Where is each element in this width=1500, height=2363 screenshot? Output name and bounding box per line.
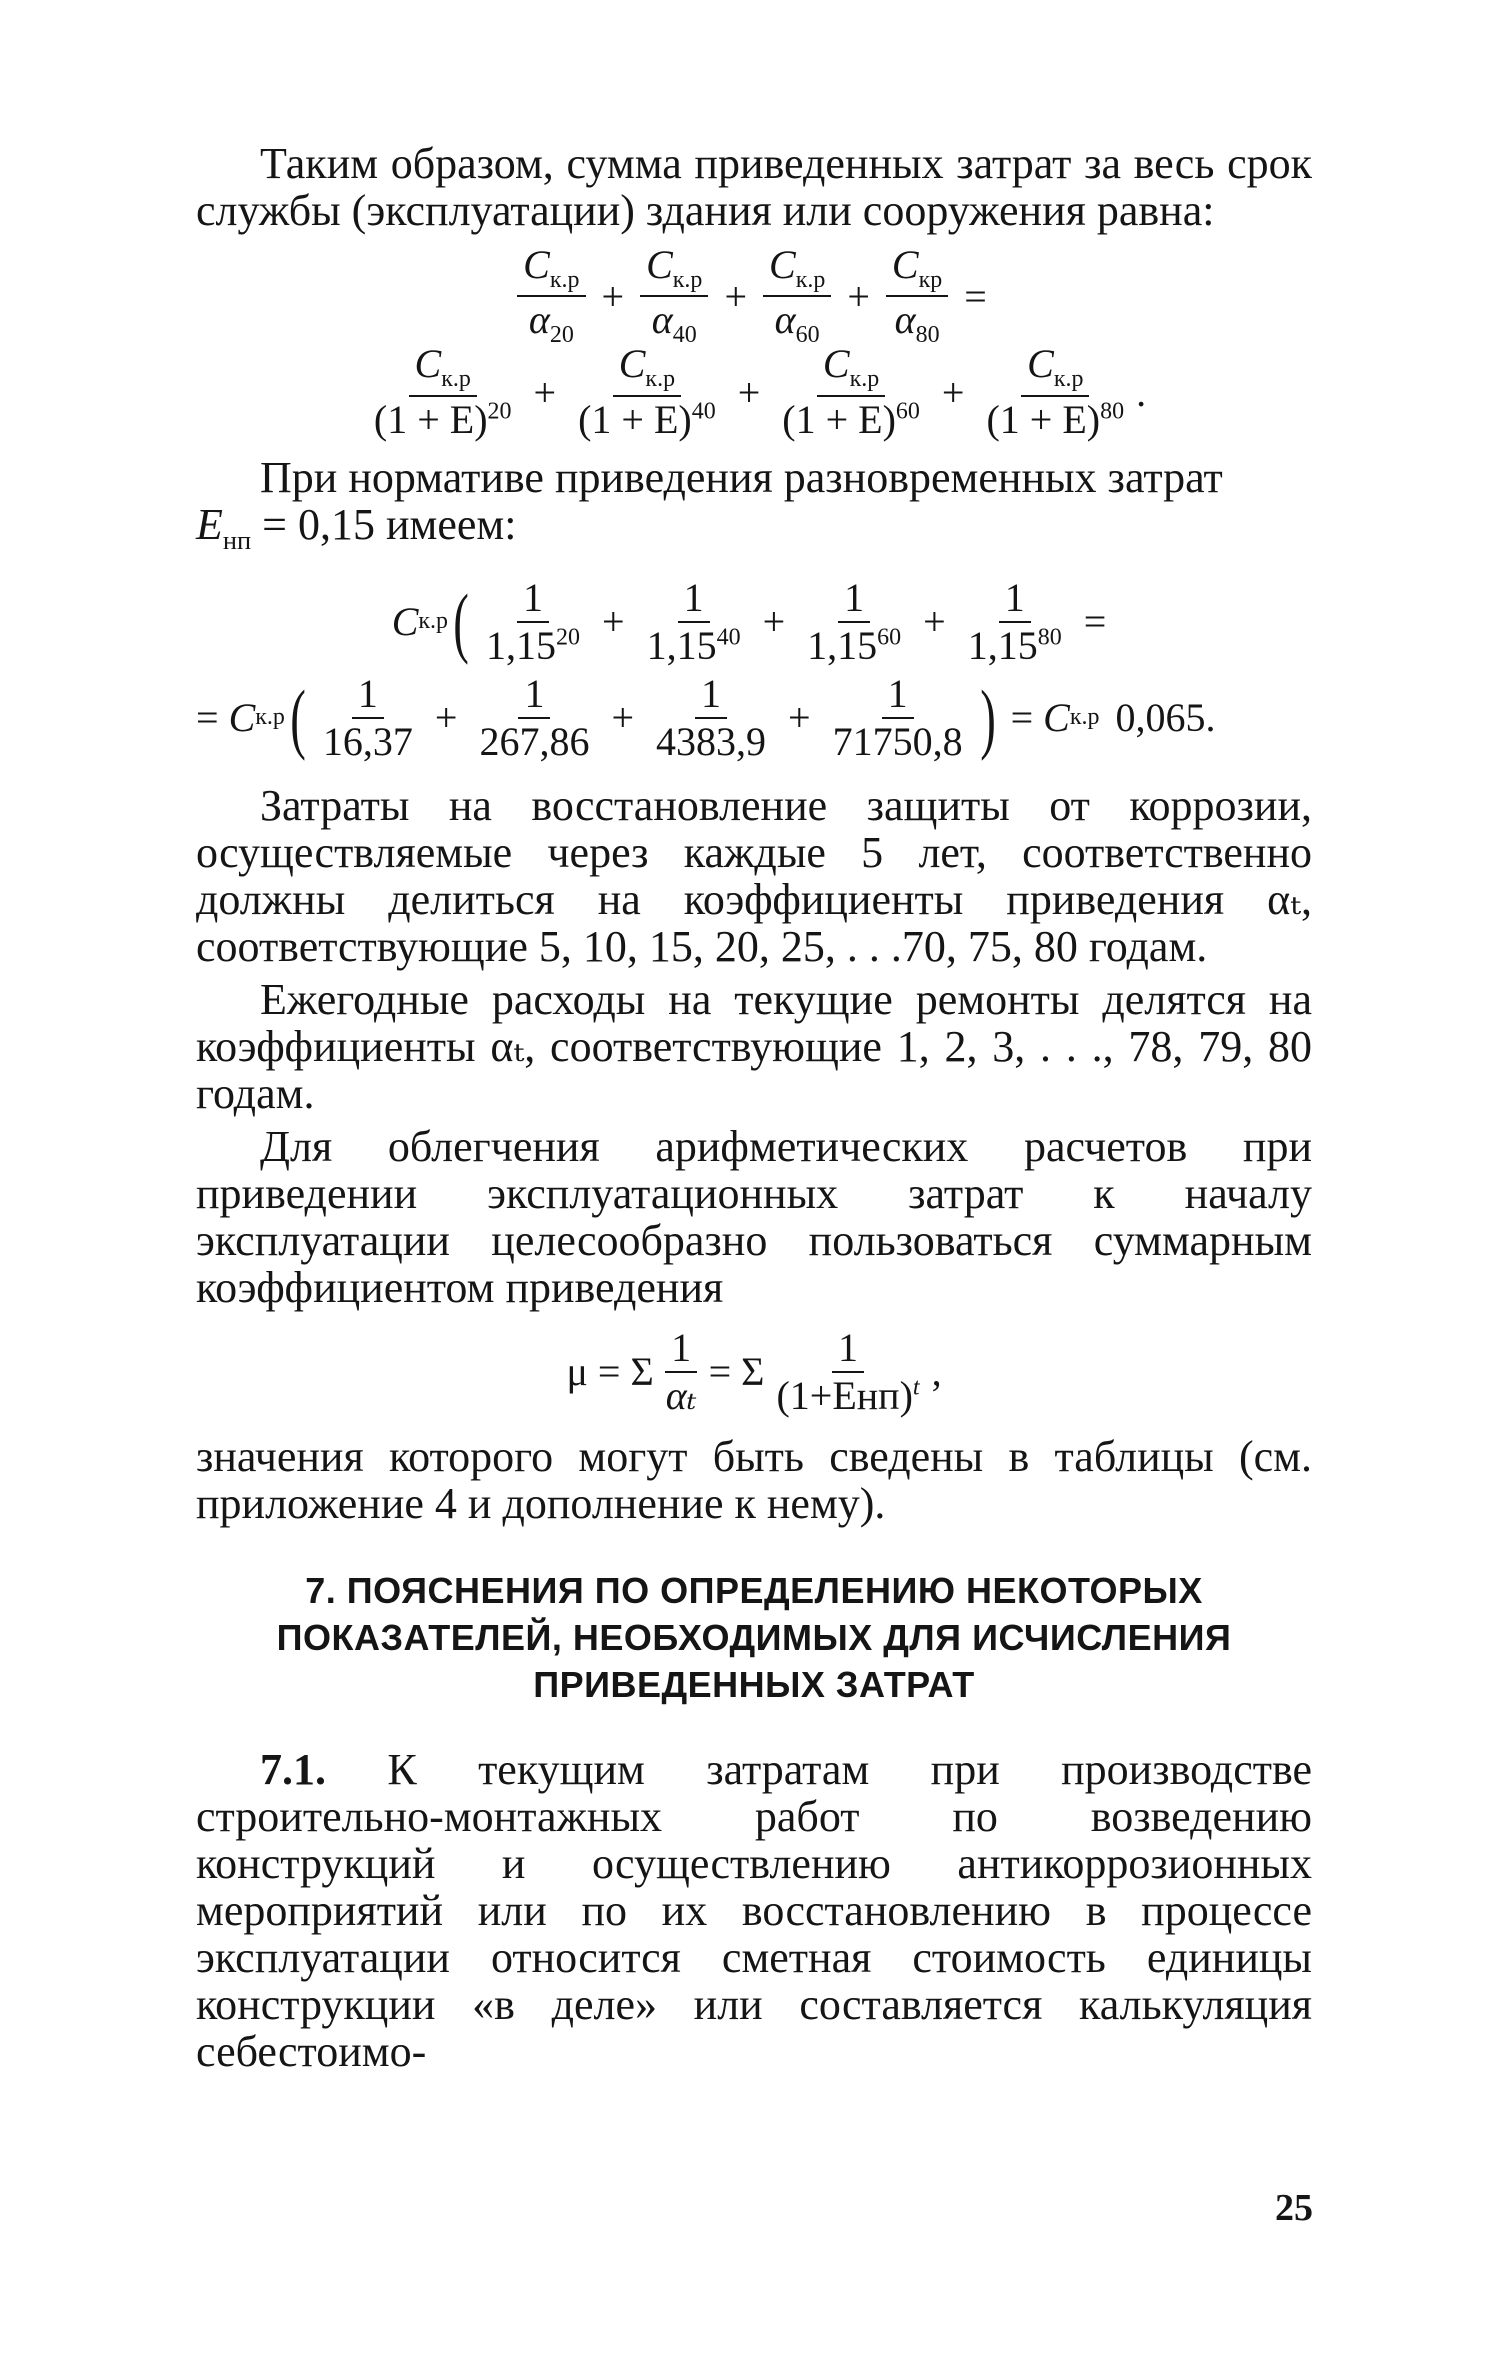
- denominator-exponent: 20: [487, 398, 512, 425]
- cost-subscript: кр: [918, 266, 943, 293]
- eq2-row1-term-numerator: [678, 574, 710, 623]
- cost-symbol: C: [891, 241, 919, 287]
- plus-sign: +: [434, 695, 458, 741]
- denominator-base: (1 + E): [986, 396, 1101, 442]
- eq1-row2-term-fraction: [776, 343, 926, 440]
- denominator-base: 1,15: [967, 622, 1038, 668]
- denominator-base: 267,86: [479, 718, 590, 764]
- denominator-base: 4383,9: [656, 718, 767, 764]
- eq1-row1-term-denominator: [889, 297, 946, 348]
- cost-symbol: C: [822, 341, 850, 387]
- section-7-1-label: 7.1.: [260, 1744, 326, 1794]
- eq2-row1-term-denominator: [962, 623, 1068, 667]
- right-paren: ): [979, 673, 996, 761]
- eq1-row1-term-numerator: [640, 241, 708, 297]
- mu-tail: ,: [931, 1349, 942, 1395]
- eq1-row1-term-denominator: [769, 297, 826, 348]
- paragraph-repairs: Ежегодные расходы на текущие ремонты делятся на коэффициенты αₜ, соответствующие 1, 2, 3, . . ., 78, 79, 80 годам.: [196, 974, 1312, 1118]
- eq2-row2-term-denominator: [650, 719, 772, 763]
- eq2-row2-term-numerator: [882, 670, 914, 719]
- eq2-row1-term-fraction: [801, 574, 907, 668]
- equation-mu: [196, 1317, 1312, 1427]
- numerator-value: 1: [844, 574, 865, 620]
- equation-row: [196, 670, 1312, 766]
- plus-sign: +: [941, 369, 965, 415]
- cost-subscript: к.р: [418, 608, 449, 635]
- eq1-row1-term-denominator: [646, 297, 703, 348]
- period: .: [1136, 369, 1147, 415]
- numerator-value: 1: [523, 574, 544, 620]
- cost-subscript: к.р: [1069, 704, 1100, 731]
- eq1-row2-term-denominator: [980, 397, 1130, 441]
- eq2-row1-term-fraction: [641, 574, 747, 668]
- alpha-subscript: 20: [549, 322, 574, 348]
- plus-sign: +: [602, 599, 625, 645]
- paragraph-section-7-1: [196, 1746, 1312, 2075]
- eq2-row1-term-denominator: [801, 623, 907, 667]
- numerator-value: 1: [683, 574, 704, 620]
- mu-lhs: μ = Σ: [566, 1349, 654, 1395]
- cost-symbol: C: [769, 241, 796, 287]
- denominator-base: 1,15: [646, 622, 717, 668]
- eq2-row1-term-numerator: [517, 574, 549, 623]
- alpha-subscript: 40: [672, 322, 697, 348]
- denominator-exponent: 80: [1100, 398, 1125, 425]
- cost-subscript: к.р: [1053, 366, 1084, 393]
- norm-text: При нормативе приведения разновременных затрат: [260, 453, 1223, 502]
- alpha-symbol: α: [774, 297, 796, 342]
- eq2-row1-term-fraction: [480, 574, 586, 668]
- eq1-row1-term-numerator: [886, 241, 948, 297]
- cost-subscript: к.р: [549, 266, 580, 293]
- eq1-row2-term-numerator: [613, 343, 681, 396]
- mu-fraction-1-num: 1: [665, 1327, 697, 1373]
- eq1-row2-term-fraction: [368, 343, 518, 440]
- eq2-row2-term-denominator: [473, 719, 595, 763]
- equation-row: [196, 341, 1312, 442]
- mu-fraction-1-den: αₜ: [665, 1372, 697, 1418]
- cost-subscript: к.р: [672, 266, 703, 293]
- eq2-row2-term-denominator: [317, 719, 419, 763]
- alpha-symbol: α: [528, 297, 550, 342]
- eq1-row2-term-fraction: [572, 343, 722, 440]
- alpha-symbol: α: [894, 297, 916, 342]
- mu-fraction-2-den: [770, 1373, 925, 1417]
- equation-row: [196, 241, 1312, 348]
- denominator-base: 16,37: [322, 718, 413, 764]
- mu-fraction-2-den-exp: t: [912, 1374, 920, 1401]
- left-paren: (: [453, 577, 469, 665]
- result-value: 0,065.: [1115, 695, 1216, 741]
- eq2-row2-term-numerator: [352, 670, 384, 719]
- plus-sign: +: [923, 599, 946, 645]
- paragraph-simplify: Для облегчения арифметических расчетов при приведении эксплуатационных затрат к началу эксплуатации целесообразно пользоваться суммарным коэффициентом приведения: [196, 1121, 1312, 1312]
- denominator-exponent: 60: [895, 398, 920, 425]
- norm-symbol-sub: нп: [222, 524, 252, 555]
- eq1-row1-term-numerator: [517, 241, 585, 297]
- eq1-row2-term-denominator: [572, 397, 722, 441]
- cost-symbol: C: [646, 241, 673, 287]
- page-number: 25: [1275, 2187, 1313, 2229]
- eq1-row2-term-denominator: [776, 397, 926, 441]
- eq2-row2-term-denominator: [827, 719, 969, 763]
- cost-symbol: C: [391, 599, 419, 645]
- eq1-row1-term-fraction: [886, 241, 948, 348]
- cost-subscript: к.р: [849, 366, 880, 393]
- eq2-row2-term-fraction: [473, 670, 595, 764]
- plus-sign: +: [724, 273, 747, 319]
- alpha-subscript: 80: [915, 322, 940, 348]
- page-body: [196, 140, 1312, 2075]
- section-heading: 7. ПОЯСНЕНИЯ ПО ОПРЕДЕЛЕНИЮ НЕКОТОРЫХ ПОКАЗАТЕЛЕЙ, НЕОБХОДИМЫХ ДЛЯ ИСЧИСЛЕНИЯ ПРИВЕДЕННЫХ ЗАТРАТ: [276, 1569, 1232, 1705]
- numerator-value: 1: [357, 670, 378, 716]
- denominator-exponent: 60: [877, 624, 902, 651]
- norm-value: = 0,15 имеем:: [251, 500, 517, 549]
- eq2-row2-term-numerator: [518, 670, 550, 719]
- denominator-exponent: 40: [691, 398, 716, 425]
- paragraph-norm: [196, 454, 1312, 564]
- eq1-row1-term-denominator: [523, 297, 580, 348]
- numerator-value: 1: [701, 670, 722, 716]
- eq2-row2-term-fraction: [317, 670, 419, 764]
- eq2-row1-term-numerator: [999, 574, 1031, 623]
- plus-sign: +: [533, 369, 557, 415]
- cost-subscript: к.р: [645, 366, 676, 393]
- eq1-row2-term-numerator: [1021, 343, 1089, 396]
- paragraph-tables: значения которого могут быть сведены в таблицы (см. приложение 4 и дополнение к нему).: [196, 1431, 1312, 1528]
- paragraph-protection: Затраты на восстановление защиты от коррозии, осуществляемые через каждые 5 лет, соответственно должны делиться на коэффициенты приведения αₜ, соответствующие 5, 10, 15, 20, 25, . . .70, 75, 80 годам.: [196, 780, 1312, 971]
- denominator-exponent: 20: [556, 624, 581, 651]
- equals-sign: =: [1010, 695, 1034, 741]
- equation-total-cost: [196, 241, 1312, 442]
- mu-fraction-1: [660, 1324, 703, 1418]
- eq2-row1-term-fraction: [962, 574, 1068, 668]
- left-paren: (: [290, 673, 306, 761]
- numerator-value: 1: [1004, 574, 1025, 620]
- mu-fraction-2-num: 1: [832, 1327, 864, 1373]
- eq1-row2-term-numerator: [817, 343, 885, 396]
- paragraph-intro: Таким образом, сумма приведенных затрат за весь срок службы (эксплуатации) здания или сооружения равна:: [196, 139, 1312, 235]
- denominator-base: 71750,8: [832, 718, 963, 764]
- eq2-row2-term-fraction: [827, 670, 969, 764]
- alpha-symbol: α: [651, 297, 673, 342]
- cost-subscript: к.р: [441, 366, 471, 393]
- alpha-subscript: 60: [795, 322, 820, 348]
- denominator-base: (1 + E): [782, 396, 896, 442]
- eq1-row1-term-fraction: [517, 241, 585, 348]
- eq2-row1-term-numerator: [838, 574, 870, 623]
- eq1-row1-term-fraction: [640, 241, 708, 348]
- eq1-row2-term-numerator: [409, 343, 477, 396]
- mu-fraction-2-den-base: (1+Eнп): [776, 1372, 913, 1418]
- equals-sign: =: [964, 273, 987, 319]
- cost-symbol: C: [228, 695, 256, 741]
- cost-symbol: C: [1043, 695, 1070, 741]
- cost-symbol: C: [618, 341, 646, 387]
- eq1-row2-term-denominator: [368, 397, 518, 441]
- plus-sign: +: [762, 599, 786, 645]
- plus-sign: +: [611, 695, 635, 741]
- eq2-row2-term-fraction: [650, 670, 772, 764]
- cost-subscript: к.р: [255, 704, 285, 731]
- equation-row: [196, 574, 1312, 670]
- eq1-row1-term-fraction: [763, 241, 831, 348]
- section-7-1-text: К текущим затратам при производстве строительно-монтажных работ по возведению конструкций и осуществлению антикоррозионных мероприятий или по их восстановлению в процессе эксплуатации относится сметная стоимость единицы конструкции «в деле» или составляется калькуляция себестоимо-: [196, 1744, 1312, 2076]
- eq2-row1-term-denominator: [641, 623, 747, 667]
- denominator-exponent: 80: [1037, 624, 1062, 651]
- equals-sign: =: [196, 695, 219, 741]
- eq2-row2-term-numerator: [695, 670, 727, 719]
- eq1-row2-term-fraction: [980, 343, 1130, 440]
- plus-sign: +: [847, 273, 870, 319]
- numerator-value: 1: [524, 670, 545, 716]
- denominator-base: 1,15: [807, 622, 878, 668]
- eq2-row1-term-denominator: [480, 623, 586, 667]
- cost-symbol: C: [523, 241, 550, 287]
- denominator-base: 1,15: [486, 622, 557, 668]
- cost-symbol: C: [414, 341, 442, 387]
- cost-subscript: к.р: [795, 266, 826, 293]
- equals-sign: =: [1083, 599, 1107, 645]
- denominator-exponent: 40: [716, 624, 741, 651]
- eq1-row1-term-numerator: [763, 241, 831, 297]
- plus-sign: +: [601, 273, 625, 319]
- equation-numeric: [196, 574, 1312, 766]
- mu-mid: = Σ: [708, 1349, 765, 1395]
- cost-symbol: C: [1027, 341, 1054, 387]
- plus-sign: +: [788, 695, 811, 741]
- numerator-value: 1: [887, 670, 908, 716]
- mu-fraction-2: [770, 1324, 925, 1418]
- denominator-base: (1 + E): [578, 396, 692, 442]
- norm-symbol: E: [196, 500, 223, 549]
- denominator-base: (1 + E): [373, 396, 488, 442]
- plus-sign: +: [737, 369, 761, 415]
